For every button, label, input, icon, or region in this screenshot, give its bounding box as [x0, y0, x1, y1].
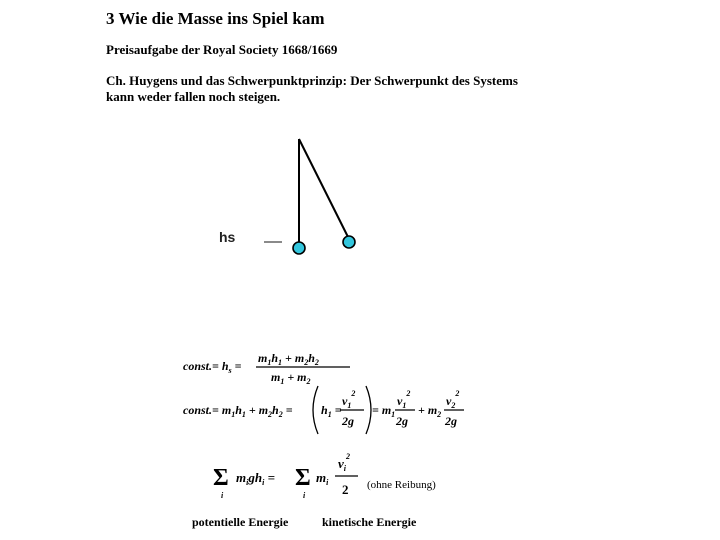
svg-text:Σ: Σ [213, 465, 229, 491]
svg-text:mighi =: $m_igh_i$ = [236, 470, 275, 487]
svg-text:2g: 2g [445, 414, 457, 428]
svg-text:mi: $m_i$ [316, 470, 329, 487]
pendulum-rod-swung [299, 139, 348, 237]
svg-text:2g: 2g [342, 414, 354, 428]
svg-text:const.= hs =: const.= $h_s$ = [183, 359, 242, 375]
svg-text:h1 =: $h_1$ = [321, 403, 342, 419]
equation-1 [183, 351, 350, 386]
paragraph-line-2: kann weder fallen noch steigen. [106, 89, 281, 104]
svg-text:i: i [303, 491, 306, 500]
svg-text:Σ: Σ [295, 465, 311, 491]
svg-text:i: i [221, 491, 224, 500]
equation-3 [213, 452, 358, 500]
svg-text:2g: 2g [396, 414, 408, 428]
pendulum-bob-left [293, 242, 305, 254]
height-label: hs [219, 229, 236, 245]
slide-subtitle: Preisaufgabe der Royal Society 1668/1669 [106, 42, 338, 57]
pendulum-diagram [264, 139, 355, 254]
svg-text:const.= m1h1 + m2h2 =: const.= $m_1h_1 + m_2h_2$ = [183, 403, 293, 419]
label-potential-energy: potentielle Energie [192, 515, 289, 529]
pendulum-bob-right [343, 236, 355, 248]
svg-text:v12: $v_1^2$ [397, 389, 411, 410]
svg-text:+ m2: + $m_2$ [418, 403, 442, 419]
paren-close [366, 386, 371, 434]
svg-text:v22: $v_2^2$ [446, 389, 460, 410]
svg-text:= m1: = $m_1$ [372, 403, 396, 419]
paragraph-line-1: Ch. Huygens und das Schwerpunktprinzip: Der Schwerpunkt des Systems [106, 73, 518, 88]
svg-text:v12: $v_1^2$ [342, 389, 356, 410]
svg-text:m1h1 + m2h2: $m_1h_1 + m_2h_2$ [258, 351, 319, 367]
label-kinetic-energy: kinetische Energie [322, 515, 417, 529]
paren-open [313, 386, 318, 434]
equation-2 [183, 386, 464, 434]
svg-text:m1 + m2: $m_1 + m_2$ [271, 370, 311, 386]
svg-text:vi2: $v_i^2$ [338, 452, 351, 473]
friction-note: (ohne Reibung) [367, 479, 436, 491]
svg-text:2: 2 [342, 482, 349, 497]
slide-title: 3 Wie die Masse ins Spiel kam [106, 9, 325, 28]
